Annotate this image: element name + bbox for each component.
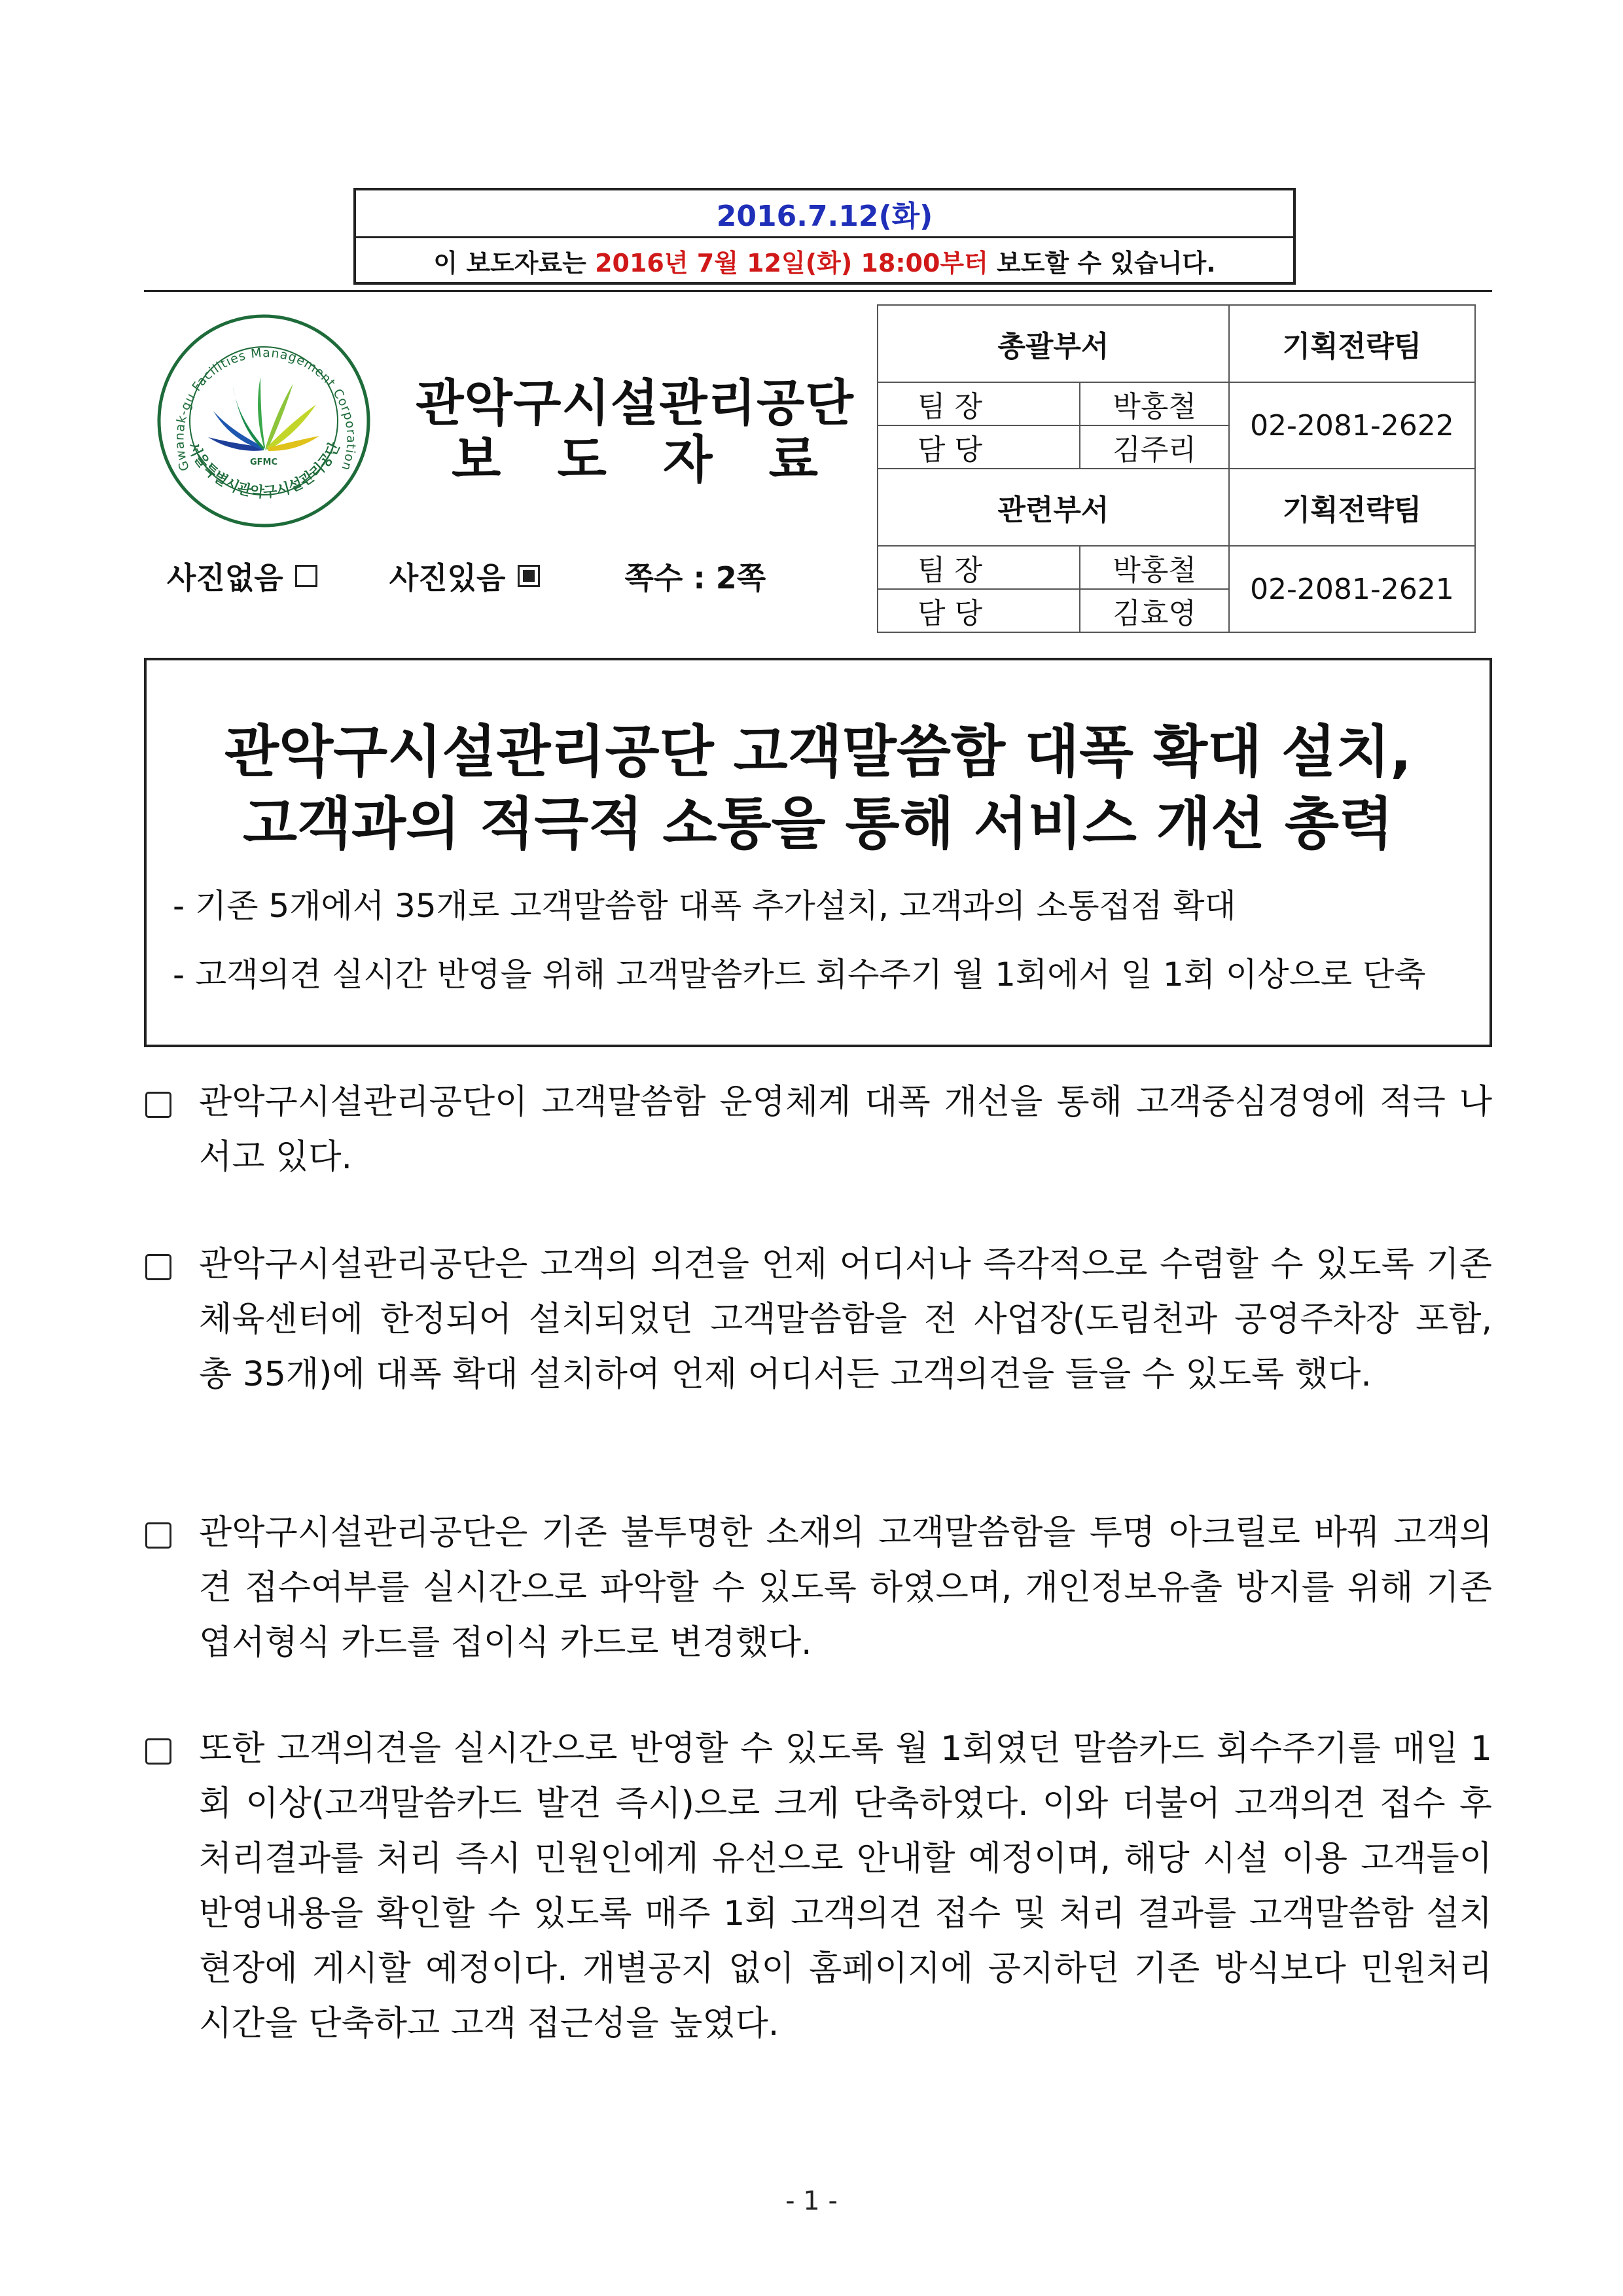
doc-type-char: 보: [452, 431, 501, 490]
headline-box: [144, 658, 1492, 1047]
related-staff-name: 김효영: [1080, 589, 1228, 632]
body-paragraph: [145, 1237, 1492, 1402]
subheadline-1: - 기존 5개에서 35개로 고객말씀함 대폭 추가설치, 고객과의 소통접점 확대: [173, 887, 1236, 925]
related-leader-name: 박홍철: [1080, 546, 1228, 589]
logo-abbr: GFMC: [249, 457, 278, 467]
related-leader-role: 팀 장: [918, 554, 982, 587]
doc-type-char: 료: [768, 431, 818, 490]
bullet-box-icon: [145, 1522, 171, 1549]
related-dept-label: 관련부서: [878, 469, 1229, 546]
no-photo-option: [167, 554, 317, 598]
photo-option: [389, 554, 540, 598]
bullet-box-icon: [145, 1254, 171, 1280]
related-leader-row: [878, 546, 1475, 589]
no-photo-label: 사진없음: [167, 560, 283, 596]
photo-checkbox: [518, 565, 540, 587]
headline-line-1: 관악구시설관리공단 고객말씀함 대폭 확대 설치,: [224, 719, 1412, 785]
embargo-prefix: 이 보도자료는: [433, 248, 596, 278]
related-dept-row: [878, 469, 1475, 546]
general-dept-label: 총괄부서: [878, 305, 1229, 382]
logo-outer-text: Gwanak-gu Facilities Management Corporation: [172, 346, 359, 473]
body-paragraph: [145, 1075, 1492, 1185]
doc-type-char: 자: [663, 431, 713, 490]
page-count: [625, 554, 766, 598]
general-dept: 기획전략팀: [1229, 305, 1475, 382]
header-divider: [144, 290, 1492, 292]
logo-leaf-icon: [208, 377, 319, 451]
gfmc-logo: [156, 313, 372, 529]
embargo-notice: [356, 238, 1293, 283]
doc-type-char: 도: [557, 431, 607, 490]
release-date-box: [353, 188, 1296, 285]
logo-inner-text: 서울특별시관악구시설관리공단: [184, 439, 344, 501]
body-paragraph: [145, 1721, 1492, 2051]
body-paragraph-text: 또한 고객의견을 실시간으로 반영할 수 있도록 월 1회였던 말씀카드 회수주기를 매일 1회 이상(고객말씀카드 발견 즉시)으로 크게 단축하였다. 이와 더불어 고객의견 접수 후 처리결과를 처리 즉시 민원인에게 유선으로 안내할 예정이며, 해당 시설 이용 고객들이 반영내용을 확인할 수 있도록 매주 1회 고객의견 접수 및 처리 결과를 고객말씀함 설치 현장에 게시할 예정이다. 개별공지 없이 홈페이지에 공지하던 기존 방식보다 민원처리 시간을 단축하고 고객 접근성을 높였다.: [199, 1729, 1492, 2043]
embargo-time: 2016년 7월 12일(화) 18:00부터: [595, 248, 988, 278]
org-name: 관악구시설관리공단: [416, 374, 854, 432]
headline-line-2: 고객과의 적극적 소통을 통해 서비스 개선 총력: [242, 791, 1394, 857]
body-paragraph-text: 관악구시설관리공단이 고객말씀함 운영체계 대폭 개선을 통해 고객중심경영에 적극 나서고 있다.: [199, 1083, 1492, 1177]
photo-label: 사진있음: [389, 560, 506, 596]
doc-type: [406, 419, 864, 492]
release-date: 2016.7.12(화): [356, 190, 1293, 238]
related-dept: 기획전략팀: [1229, 469, 1475, 546]
subheadline-2: - 고객의견 실시간 반영을 위해 고객말씀카드 회수주기 월 1회에서 일 1회 이상으로 단축: [173, 956, 1426, 994]
embargo-suffix: 보도할 수 있습니다.: [988, 248, 1216, 278]
contact-table: [877, 304, 1476, 633]
general-leader-name: 박홍철: [1080, 382, 1228, 425]
general-staff-role: 담 당: [918, 433, 982, 467]
general-leader-row: [878, 382, 1475, 425]
related-phone: 02-2081-2621: [1229, 546, 1475, 632]
page-number: - 1 -: [785, 2186, 838, 2216]
photo-info-row: [167, 553, 861, 599]
page-count-label: 쪽수 : 2쪽: [624, 560, 766, 596]
general-dept-row: [878, 305, 1475, 382]
no-photo-checkbox: [295, 565, 317, 587]
general-staff-name: 김주리: [1080, 425, 1228, 469]
body-paragraph: [145, 1505, 1492, 1670]
body-paragraph-text: 관악구시설관리공단은 고객의 의견을 언제 어디서나 즉각적으로 수렴할 수 있도록 기존 체육센터에 한정되어 설치되었던 고객말씀함을 전 사업장(도림천과 공영주차장 포함, 총 35개)에 대폭 확대 설치하여 언제 어디서든 고객의견을 들을 수 있도록 했다.: [199, 1245, 1492, 1394]
bullet-box-icon: [145, 1738, 171, 1765]
related-staff-role: 담 당: [918, 597, 982, 630]
general-leader-role: 팀 장: [918, 390, 982, 423]
svg-text:서울특별시관악구시설관리공단: [184, 439, 344, 501]
general-phone: 02-2081-2622: [1229, 382, 1475, 469]
bullet-box-icon: [145, 1092, 171, 1118]
body-paragraph-text: 관악구시설관리공단은 기존 불투명한 소재의 고객말씀함을 투명 아크릴로 바꿔 고객의견 접수여부를 실시간으로 파악할 수 있도록 하였으며, 개인정보유출 방지를 위해 기존 엽서형식 카드를 접이식 카드로 변경했다.: [199, 1513, 1492, 1662]
